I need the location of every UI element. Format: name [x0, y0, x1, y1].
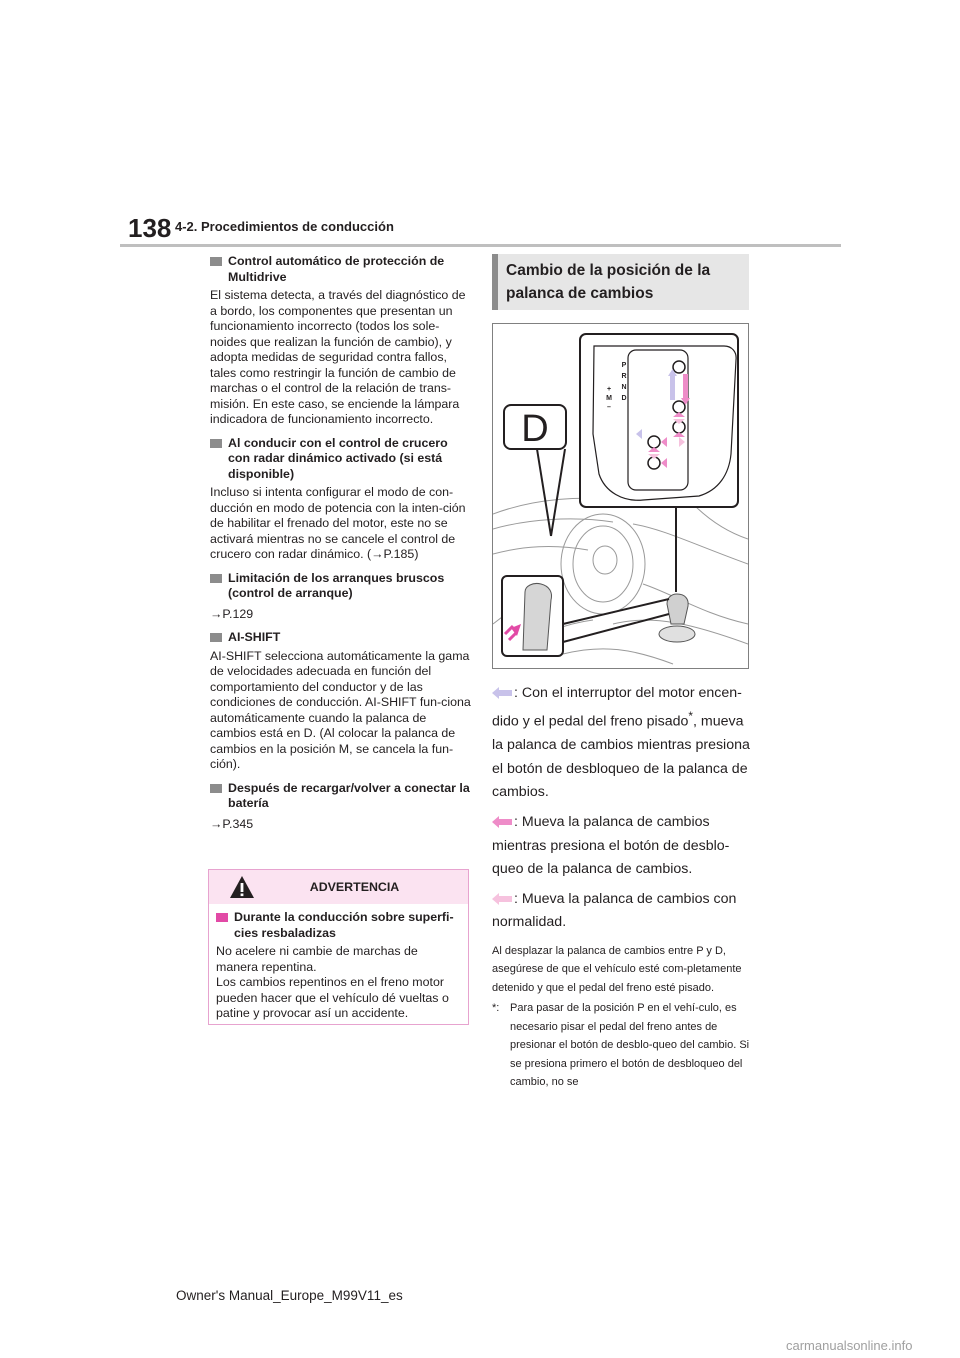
gate-label-p: P [621, 362, 627, 369]
warning-box [208, 869, 469, 1025]
block-text: AI-SHIFT selecciona automáticamente la gama de velocidades adecuada en función del comportamiento del conductor y de las condiciones de conducción. AI-SHIFT fun-ciona automáticamente cuando la palanca de cambios está en D. (Al colocar la palanca de cambios en la posición M, se cancela la fun-ción). [210, 648, 471, 771]
shift-lever-figure [492, 323, 749, 669]
page-reference: →P.345 [210, 816, 254, 831]
gate-label-plus: + [606, 386, 612, 393]
gate-label-m: M [606, 395, 612, 402]
block-title: Control automático de protección de Multidrive [228, 254, 445, 284]
shift-note: Al desplazar la palanca de cambios entre P y D, asegúrese de que el vehículo esté com-pletamente detenido y que el pedal del freno esté pisado. [492, 944, 742, 994]
block-title: Después de recargar/volver a conectar la batería [228, 780, 470, 810]
watermark: carmanualsonline.info [786, 1338, 913, 1353]
shift-lever-illustration [493, 324, 748, 668]
square-bullet-icon [210, 633, 222, 642]
square-bullet-icon [216, 913, 228, 922]
square-bullet-icon [210, 574, 222, 583]
block-cruise-control [210, 436, 472, 563]
square-bullet-icon [210, 439, 222, 448]
lavender-arrow-icon [492, 687, 512, 699]
block-text: El sistema detecta, a través del diagnóstico de a bordo, los componentes que presentan un funcionamiento incorrecto (todos los sole-noides que realizan la función de cambio), y adopta medidas de seguridad contra fallos, tales como restringir la función de cambio de marchas o el control de la relación de trans-misión. En este caso, se enciende la lámpara indicadora de funcionamiento incorrecto. [210, 288, 466, 426]
right-column [492, 682, 752, 1092]
block-ai-shift [210, 630, 472, 773]
warning-body [209, 904, 468, 1022]
pink-arrow-icon [492, 816, 512, 828]
header-rule [120, 244, 841, 247]
block-text: Incluso si intenta configurar el modo de con-ducción en modo de potencia con la inten-ción de habilitar el frenado del motor, este no se activará mientras no se cancele el control de crucero con radar dinámico. (→P.185) [210, 485, 466, 561]
block-multidrive [210, 254, 472, 428]
gate-label-n: N [621, 384, 627, 391]
block-title: AI-SHIFT [228, 630, 281, 644]
page-number: 138 [128, 213, 172, 243]
light-pink-arrow-icon [492, 893, 512, 905]
footnote-mark: *: [492, 1002, 500, 1015]
square-bullet-icon [210, 784, 222, 793]
left-column [210, 254, 472, 840]
d-position-label: D [521, 408, 549, 450]
gate-label-d: D [621, 395, 627, 402]
gate-label-r: R [621, 373, 627, 380]
section-title: 4-2. Procedimientos de conducción [175, 219, 394, 234]
block-battery [210, 781, 472, 833]
instruction-pink: : Mueva la palanca de cambios mientras presiona el botón de desblo-queo de la palanca de cambios. [492, 814, 730, 877]
block-title: Al conducir con el control de crucero con radar dinámico activado (si está disponible) [228, 435, 448, 481]
warning-triangle-icon [229, 875, 255, 899]
footnote [492, 999, 752, 1092]
instruction-light-pink: : Mueva la palanca de cambios con normalidad. [492, 891, 737, 931]
gate-label-minus: – [607, 404, 611, 411]
section-heading: Cambio de la posición de la palanca de cambios [492, 254, 749, 310]
footer-text: Owner's Manual_Europe_M99V11_es [176, 1288, 403, 1303]
instruction-lavender: : Con el interruptor del motor encen-dido y el pedal del freno pisado*, mueva la palanca de cambios mientras presiona el botón de desbloqueo de la palanca de cambios. [492, 685, 750, 800]
square-bullet-icon [210, 257, 222, 266]
warning-label: ADVERTENCIA [309, 880, 400, 894]
page-reference: →P.129 [210, 606, 254, 621]
warning-subtitle: Durante la conducción sobre superfi-cies resbaladizas [234, 910, 454, 940]
warning-header [209, 870, 468, 904]
footnote-text: Para pasar de la posición P en el vehí-culo, es necesario pisar el pedal del freno antes de presionar el botón de desblo-queo del cambio. Si se presiona primero el botón de desbloqueo del cambio, no se [510, 1002, 750, 1089]
block-start-control [210, 571, 472, 623]
block-title: Limitación de los arranques bruscos (control de arranque) [228, 570, 445, 600]
warning-text: No acelere ni cambie de marchas de manera repentina. Los cambios repentinos en el freno motor pueden hacer que el vehículo dé vueltas o patine y provocar así un accidente. [216, 944, 449, 1020]
